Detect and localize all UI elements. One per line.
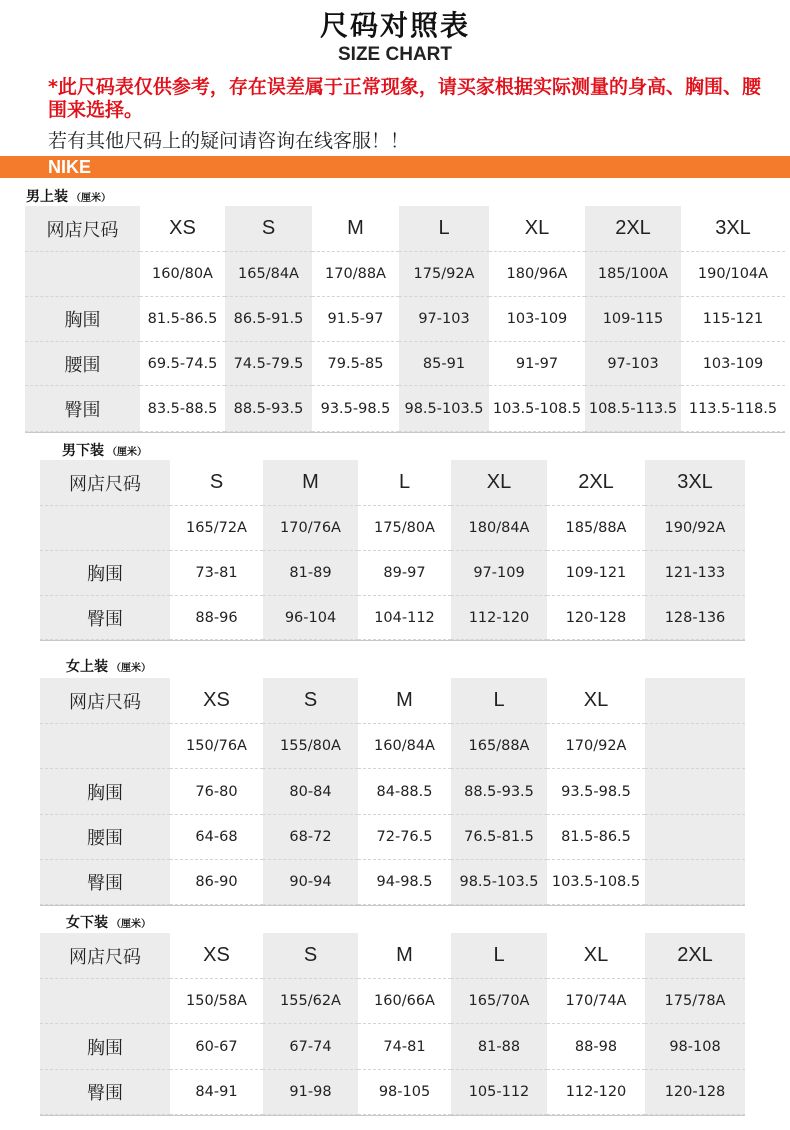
table-cell: 81-89 [263, 551, 358, 596]
size-header: XL [489, 206, 585, 252]
table-cell: 81-88 [451, 1024, 547, 1070]
table-cell: 73-81 [170, 551, 263, 596]
table-cell: 97-103 [399, 297, 489, 342]
table-cell: 103-109 [489, 297, 585, 342]
table-cell: 170/76A [263, 506, 358, 551]
table-cell: 93.5-98.5 [547, 769, 645, 815]
table-cell: 76.5-81.5 [451, 815, 547, 860]
table-header-row [40, 460, 745, 506]
table-cell [645, 815, 745, 860]
row-label: 臀围 [40, 596, 170, 640]
table-cell [645, 860, 745, 905]
table-cell: 180/84A [451, 506, 547, 551]
size-header: M [358, 678, 451, 724]
table-row [40, 1024, 745, 1070]
row-label [40, 979, 170, 1024]
section-name: 女上装 [66, 659, 108, 675]
table-cell: 79.5-85 [312, 342, 399, 386]
table-row [40, 769, 745, 815]
table-cell: 98.5-103.5 [399, 386, 489, 432]
size-header: XS [170, 678, 263, 724]
row-label [25, 252, 140, 297]
table-cell: 120-128 [547, 596, 645, 640]
table-cell: 104-112 [358, 596, 451, 640]
table-row [25, 342, 785, 386]
table-cell: 97-103 [585, 342, 681, 386]
table-cell: 97-109 [451, 551, 547, 596]
table-cell: 64-68 [170, 815, 263, 860]
table-cell: 170/88A [312, 252, 399, 297]
table-cell: 74.5-79.5 [225, 342, 312, 386]
size-header: S [225, 206, 312, 252]
size-header: XL [547, 933, 645, 979]
section-name: 女下装 [66, 915, 108, 931]
table-row [25, 297, 785, 342]
size-header-label: 网店尺码 [40, 460, 170, 506]
table-cell: 112-120 [547, 1070, 645, 1115]
table-cell: 175/92A [399, 252, 489, 297]
row-label: 臀围 [40, 860, 170, 905]
table-cell: 83.5-88.5 [140, 386, 225, 432]
section-unit: （厘米） [111, 663, 151, 674]
size-header: M [263, 460, 358, 506]
table-cell: 121-133 [645, 551, 745, 596]
brand-label: NIKE [48, 157, 92, 177]
size-header: 3XL [681, 206, 785, 252]
table-row [25, 386, 785, 432]
table-cell: 155/62A [263, 979, 358, 1024]
table-cell: 160/80A [140, 252, 225, 297]
table-cell: 91.5-97 [312, 297, 399, 342]
size-header: XL [451, 460, 547, 506]
table-cell: 76-80 [170, 769, 263, 815]
table-cell: 175/78A [645, 979, 745, 1024]
table-cell: 103.5-108.5 [489, 386, 585, 432]
table-cell: 113.5-118.5 [681, 386, 785, 432]
size-header: L [451, 678, 547, 724]
size-header: XL [547, 678, 645, 724]
table-cell: 115-121 [681, 297, 785, 342]
table-row [40, 815, 745, 860]
section-title-women-bottom [66, 912, 151, 932]
women-bottom-size-table [40, 933, 745, 1116]
row-label [40, 506, 170, 551]
table-cell [645, 724, 745, 769]
size-header: 2XL [645, 933, 745, 979]
table-cell: 105-112 [451, 1070, 547, 1115]
table-header-row [40, 678, 745, 724]
row-label [40, 724, 170, 769]
table-cell: 84-91 [170, 1070, 263, 1115]
table-cell: 69.5-74.5 [140, 342, 225, 386]
table-row [40, 1070, 745, 1115]
page-subtitle: SIZE CHART [338, 44, 452, 65]
table-cell: 128-136 [645, 596, 745, 640]
table-cell: 190/92A [645, 506, 745, 551]
table-row [40, 506, 745, 551]
table-cell: 80-84 [263, 769, 358, 815]
table-cell: 81.5-86.5 [140, 297, 225, 342]
contact-note: 若有其他尺码上的疑问请咨询在线客服！！ [48, 130, 410, 152]
table-cell: 93.5-98.5 [312, 386, 399, 432]
row-label: 胸围 [40, 1024, 170, 1070]
table-cell: 109-121 [547, 551, 645, 596]
row-label: 胸围 [40, 551, 170, 596]
size-header: L [451, 933, 547, 979]
table-cell: 81.5-86.5 [547, 815, 645, 860]
table-cell: 180/96A [489, 252, 585, 297]
table-cell: 98-108 [645, 1024, 745, 1070]
table-cell: 103.5-108.5 [547, 860, 645, 905]
table-cell: 150/76A [170, 724, 263, 769]
table-cell: 150/58A [170, 979, 263, 1024]
table-row [40, 596, 745, 640]
table-cell: 91-97 [489, 342, 585, 386]
row-label: 胸围 [40, 769, 170, 815]
table-cell: 98-105 [358, 1070, 451, 1115]
table-cell: 74-81 [358, 1024, 451, 1070]
table-cell: 72-76.5 [358, 815, 451, 860]
table-cell: 88-98 [547, 1024, 645, 1070]
table-cell: 84-88.5 [358, 769, 451, 815]
table-cell: 185/100A [585, 252, 681, 297]
size-header: S [263, 933, 358, 979]
table-cell: 155/80A [263, 724, 358, 769]
section-name: 男上装 [26, 189, 68, 205]
table-cell: 94-98.5 [358, 860, 451, 905]
size-header-label: 网店尺码 [40, 678, 170, 724]
table-cell: 160/66A [358, 979, 451, 1024]
table-cell [645, 769, 745, 815]
table-cell: 86.5-91.5 [225, 297, 312, 342]
section-name: 男下装 [62, 443, 104, 459]
table-row [40, 979, 745, 1024]
table-cell: 165/84A [225, 252, 312, 297]
page-title: 尺码对照表 [319, 9, 470, 42]
row-label: 臀围 [25, 386, 140, 432]
section-unit: （厘米） [107, 447, 147, 458]
table-row [40, 551, 745, 596]
table-cell: 85-91 [399, 342, 489, 386]
row-label: 腰围 [25, 342, 140, 386]
size-header-label: 网店尺码 [40, 933, 170, 979]
table-header-row [40, 933, 745, 979]
row-label: 胸围 [25, 297, 140, 342]
section-unit: （厘米） [111, 919, 151, 930]
section-title-men-top [26, 186, 111, 206]
section-title-women-top [66, 656, 151, 676]
table-cell: 108.5-113.5 [585, 386, 681, 432]
size-header [645, 678, 745, 724]
table-cell: 67-74 [263, 1024, 358, 1070]
size-header: S [263, 678, 358, 724]
size-header: M [358, 933, 451, 979]
size-header: L [399, 206, 489, 252]
disclaimer-text: *此尺码表仅供参考，存在误差属于正常现象，请买家根据实际测量的身高、胸围、腰围来选择。 [48, 76, 761, 121]
table-cell: 103-109 [681, 342, 785, 386]
table-cell: 185/88A [547, 506, 645, 551]
table-cell: 170/92A [547, 724, 645, 769]
table-cell: 165/70A [451, 979, 547, 1024]
table-cell: 88.5-93.5 [225, 386, 312, 432]
men-bottom-size-table [40, 460, 745, 641]
table-row [40, 860, 745, 905]
table-cell: 109-115 [585, 297, 681, 342]
row-label: 臀围 [40, 1070, 170, 1115]
table-cell: 90-94 [263, 860, 358, 905]
table-cell: 112-120 [451, 596, 547, 640]
table-cell: 89-97 [358, 551, 451, 596]
brand-bar [0, 156, 790, 178]
table-cell: 68-72 [263, 815, 358, 860]
table-cell: 96-104 [263, 596, 358, 640]
size-header: 3XL [645, 460, 745, 506]
table-cell: 88.5-93.5 [451, 769, 547, 815]
table-cell: 170/74A [547, 979, 645, 1024]
table-row [25, 252, 785, 297]
table-cell: 175/80A [358, 506, 451, 551]
table-row [40, 724, 745, 769]
table-cell: 120-128 [645, 1070, 745, 1115]
row-label: 腰围 [40, 815, 170, 860]
section-title-men-bottom [62, 440, 147, 460]
men-top-size-table [25, 206, 785, 433]
table-header-row [25, 206, 785, 252]
women-top-size-table [40, 678, 745, 906]
table-cell: 86-90 [170, 860, 263, 905]
table-cell: 160/84A [358, 724, 451, 769]
size-header: M [312, 206, 399, 252]
size-header: 2XL [585, 206, 681, 252]
size-header: L [358, 460, 451, 506]
table-cell: 60-67 [170, 1024, 263, 1070]
table-cell: 165/88A [451, 724, 547, 769]
table-cell: 88-96 [170, 596, 263, 640]
table-cell: 190/104A [681, 252, 785, 297]
table-cell: 91-98 [263, 1070, 358, 1115]
table-cell: 98.5-103.5 [451, 860, 547, 905]
section-unit: （厘米） [71, 193, 111, 204]
size-header: 2XL [547, 460, 645, 506]
size-header: XS [140, 206, 225, 252]
size-header: XS [170, 933, 263, 979]
size-header: S [170, 460, 263, 506]
size-header-label: 网店尺码 [25, 206, 140, 252]
table-cell: 165/72A [170, 506, 263, 551]
